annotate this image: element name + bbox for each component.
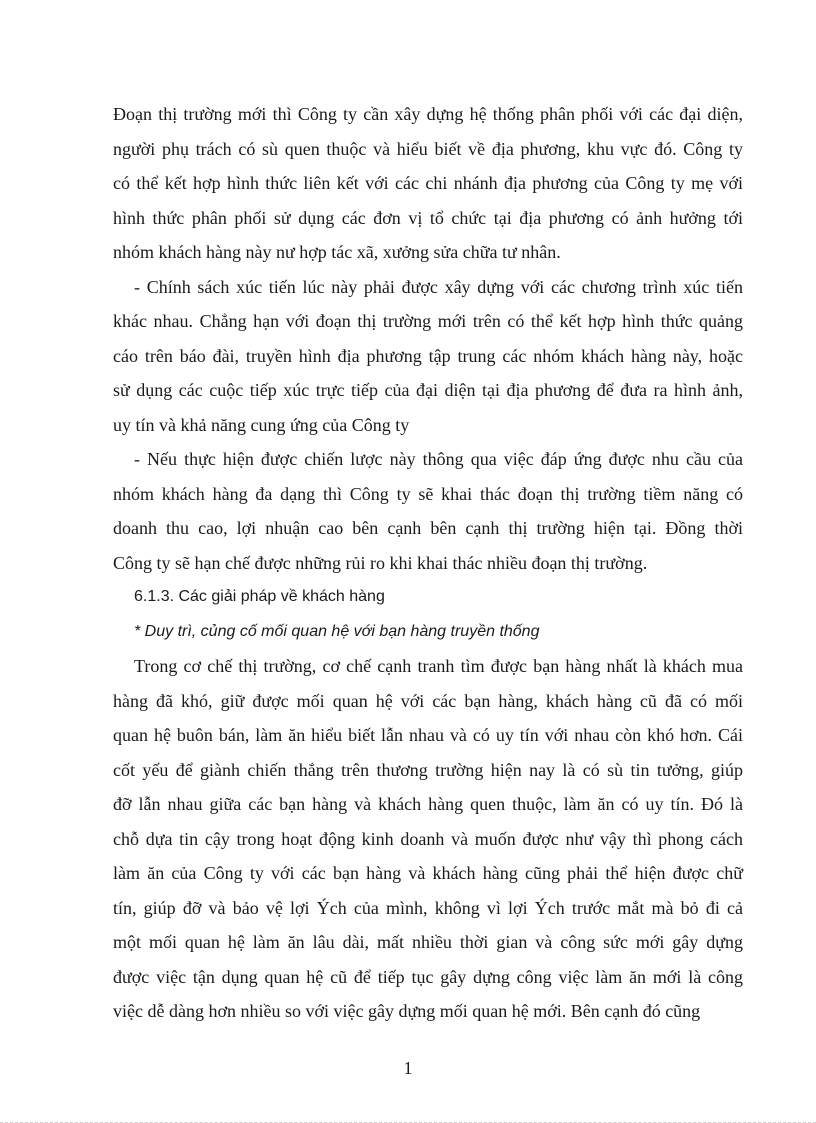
body-line: cáo trên báo đài, truyền hình địa phương tập trung các nhóm khách hàng này, hoặc [113, 345, 743, 366]
body-line: uy tín và khả năng cung ứng của Công ty [113, 414, 410, 435]
section-heading: 6.1.3. Các giải pháp về khách hàng [134, 588, 385, 605]
body-line: hình thức phân phối sử dụng các đơn vị tổ chức tại địa phương có ảnh hưởng tới [113, 207, 743, 228]
body-line: đỡ lẫn nhau giữa các bạn hàng và khách hàng quen thuộc, làm ăn có uy tín. Đó là [113, 794, 743, 814]
body-line: quan hệ buôn bán, làm ăn hiểu biết lẫn nhau và có uy tín với nhau còn khó hơn. Cái [113, 725, 743, 745]
body-line: nhóm khách hàng đa dạng thì Công ty sẽ khai thác đoạn thị trường tiềm năng có [113, 483, 743, 504]
body-line: việc dễ dàng hơn nhiều so với việc gây dựng mối quan hệ mới. Bên cạnh đó cũng [113, 1001, 701, 1021]
body-line: - Nếu thực hiện được chiến lược này thông qua việc đáp ứng được nhu cầu của [134, 449, 743, 469]
body-line: sử dụng các cuộc tiếp xúc trực tiếp của đại diện tại địa phương để đưa ra hình ảnh, [113, 380, 743, 400]
document-body [113, 97, 743, 1029]
page-number: 1 [403, 1058, 413, 1078]
body-line: làm ăn của Công ty với các bạn hàng và khách hàng cũng phải thể hiện được chữ [113, 863, 743, 883]
body-line: hàng đã khó, giữ được mối quan hệ với các bạn hàng, khách hàng cũ đã có mối [113, 690, 743, 711]
body-line: chỗ dựa tin cậy trong hoạt động kinh doanh và muốn được như vậy thì phong cách [113, 828, 743, 849]
body-line: tín, giúp đỡ và bảo vệ lợi Ých của mình, không vì lợi Ých trước mắt mà bỏ đi cả [113, 897, 743, 918]
body-line: nhóm khách hàng này nư hợp tác xã, xưởng sửa chữa tư nhân. [113, 242, 561, 262]
body-line: doanh thu cao, lợi nhuận cao bên cạnh bên cạnh thị trường hiện tại. Đồng thời [113, 518, 743, 538]
body-line: Trong cơ chế thị trường, cơ chế cạnh tranh tìm được bạn hàng nhất là khách mua [134, 656, 743, 676]
body-line: - Chính sách xúc tiến lúc này phải được xây dựng với các chương trình xúc tiến [134, 276, 743, 297]
body-line: Công ty sẽ hạn chế được những rủi ro khi khai thác nhiều đoạn thị trường. [113, 552, 648, 573]
body-line: một mối quan hệ làm ăn lâu dài, mất nhiều thời gian và công sức mới gây dựng [113, 932, 743, 952]
body-line: cốt yếu để giành chiến thắng trên thương trường hiện nay là có sù tin tưởng, giúp [113, 759, 743, 780]
subsection-heading: * Duy trì, củng cố mối quan hệ với bạn hàng truyền thống [134, 622, 540, 640]
body-line: có thể kết hợp hình thức liên kết với các chi nhánh địa phương của Công ty mẹ với [113, 173, 743, 193]
body-line: được việc tận dụng quan hệ cũ để tiếp tục gây dựng công việc làm ăn mới là công [113, 966, 743, 987]
body-line: người phụ trách có sù quen thuộc và hiểu biết về địa phương, khu vực đó. Công ty [113, 138, 743, 159]
body-line: Đoạn thị trường mới thì Công ty cần xây dựng hệ thống phân phối với các đại diện, [113, 104, 743, 124]
body-line: khác nhau. Chẳng hạn với đoạn thị trường mới trên có thể kết hợp hình thức quảng [113, 311, 743, 331]
